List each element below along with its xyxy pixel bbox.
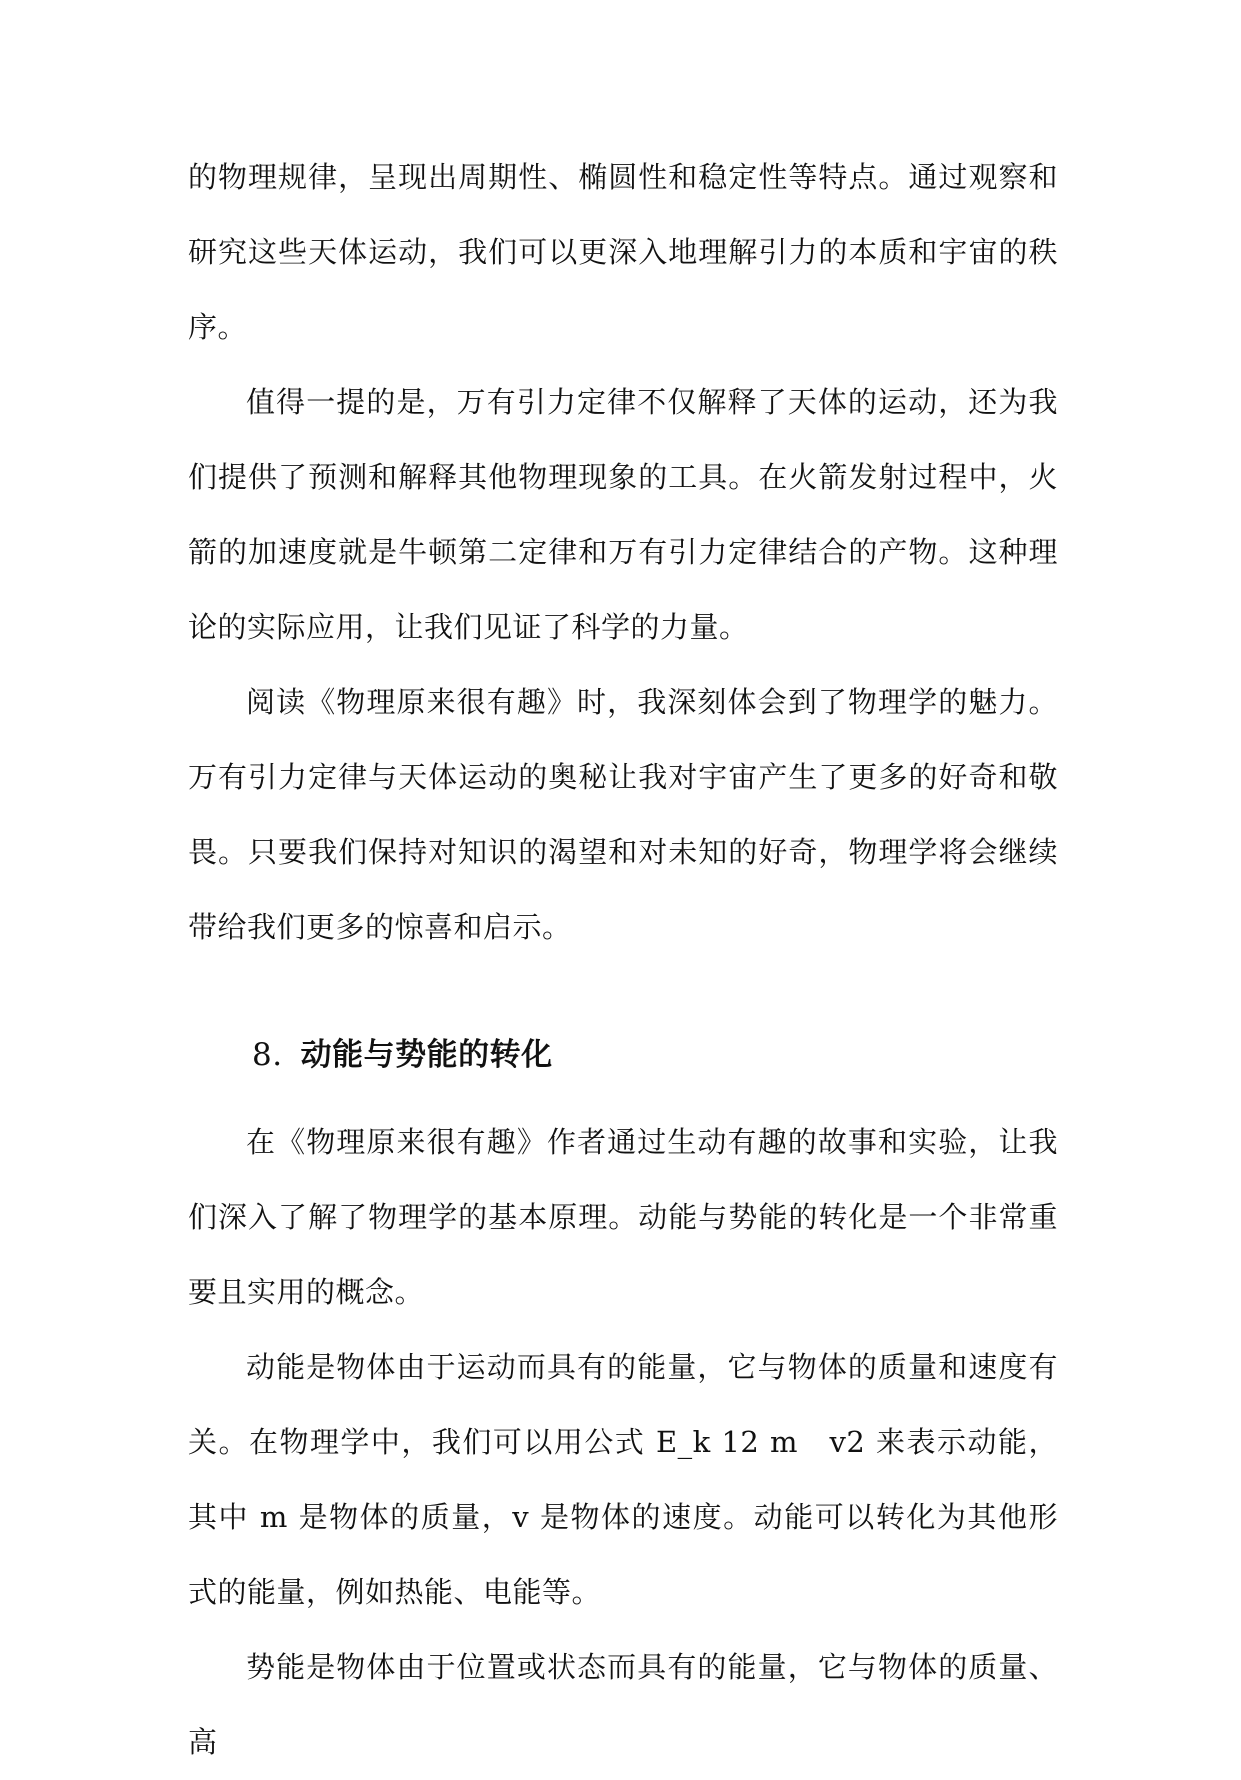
paragraph: 动能是物体由于运动而具有的能量，它与物体的质量和速度有关。在物理学中，我们可以用公式 E_k 12 m v2 来表示动能，其中 m 是物体的质量，v 是物体的速度。动能可以转化为其他形式的能量，例如热能、电能等。 [188, 1350, 1058, 1609]
section-number: 8. [252, 1037, 283, 1073]
document-body [188, 140, 1058, 1780]
paragraph: 势能是物体由于位置或状态而具有的能量，它与物体的质量、高 [188, 1650, 1058, 1759]
paragraph: 在《物理原来很有趣》作者通过生动有趣的故事和实验，让我们深入了解了物理学的基本原理。动能与势能的转化是一个非常重要且实用的概念。 [188, 1125, 1058, 1309]
paragraph: 阅读《物理原来很有趣》时，我深刻体会到了物理学的魅力。万有引力定律与天体运动的奥秘让我对宇宙产生了更多的好奇和敬畏。只要我们保持对知识的渴望和对未知的好奇，物理学将会继续带给我们更多的惊喜和启示。 [188, 685, 1058, 944]
section-title: 动能与势能的转化 [300, 1037, 553, 1073]
paragraph: 值得一提的是，万有引力定律不仅解释了天体的运动，还为我们提供了预测和解释其他物理现象的工具。在火箭发射过程中，火箭的加速度就是牛顿第二定律和万有引力定律结合的产物。这种理论的实际应用，让我们见证了科学的力量。 [188, 385, 1058, 644]
paragraph-continued: 的物理规律，呈现出周期性、椭圆性和稳定性等特点。通过观察和研究这些天体运动，我们可以更深入地理解引力的本质和宇宙的秩序。 [188, 160, 1058, 344]
section-heading [188, 1005, 1058, 1105]
